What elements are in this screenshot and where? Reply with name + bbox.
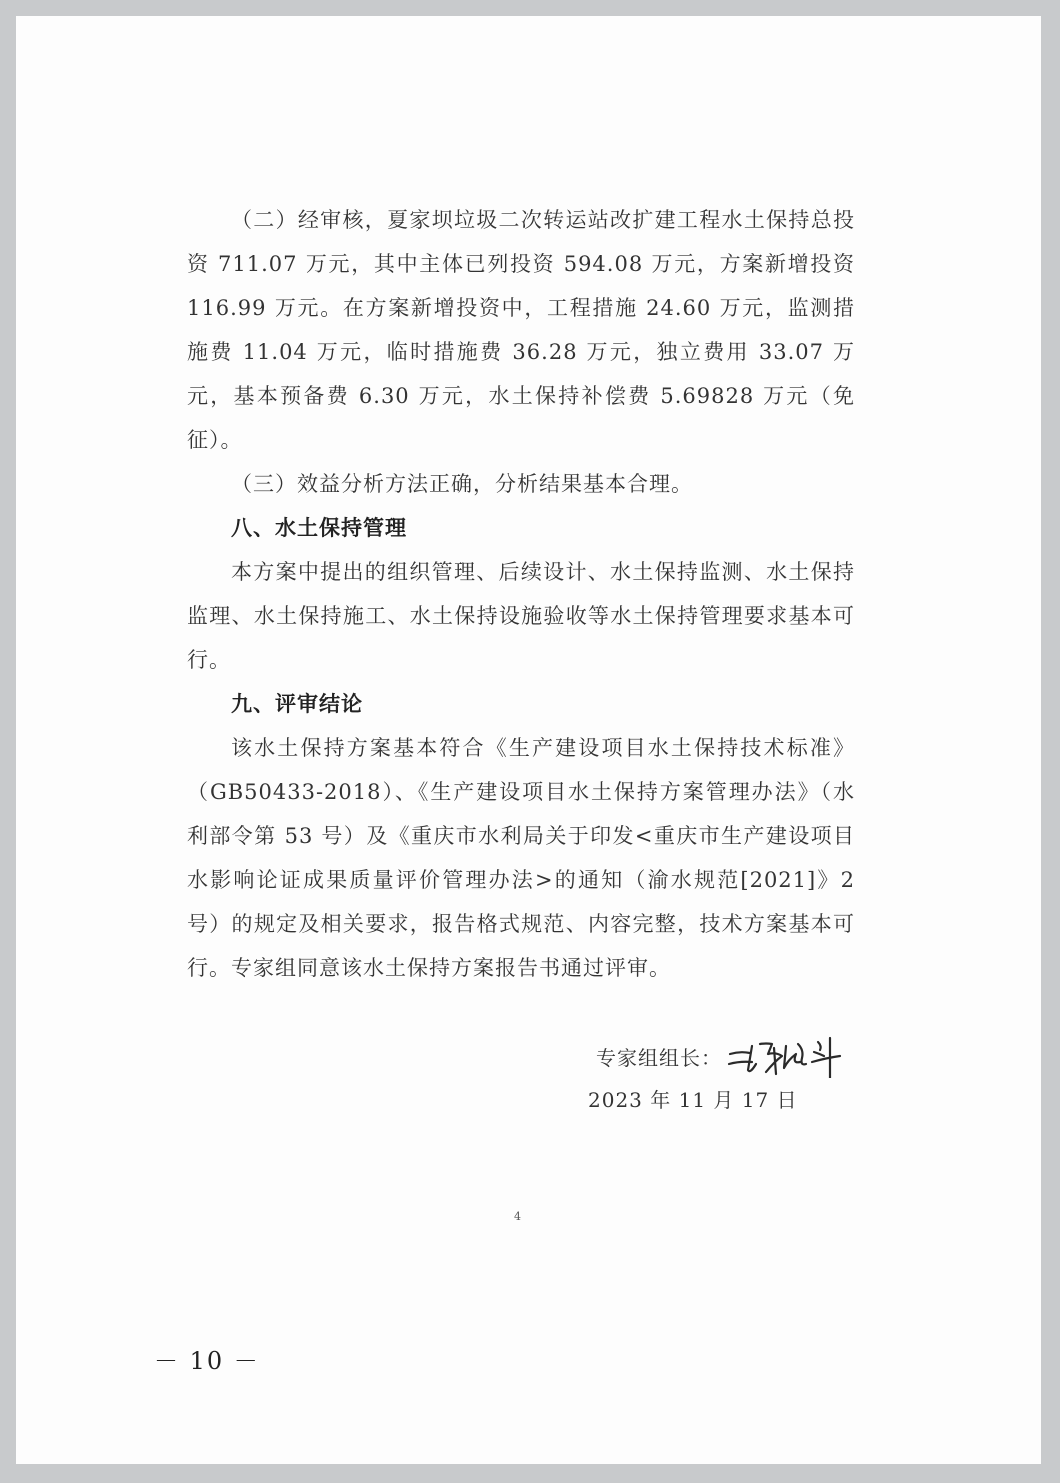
paragraph-investment: （二）经审核，夏家坝垃圾二次转运站改扩建工程水土保持总投资 711.07 万元，其中主体已列投资 594.08 万元，方案新增投资 116.99 万元。在方案新增投资中，工程措施 24.60 万元，监测措施费 11.04 万元，临时措施费 36.28 万元，独立费用 33.07 万元，基本预备费 6.30 万元，水土保持补偿费 5.69828 万元（免征）。 [187, 208, 855, 452]
section-heading-management: 八、水土保持管理 [231, 516, 407, 540]
handwritten-signature [726, 1034, 846, 1078]
signer-line [596, 1034, 846, 1078]
paragraph-benefit-analysis: （三）效益分析方法正确，分析结果基本合理。 [231, 472, 693, 496]
paragraph-management: 本方案中提出的组织管理、后续设计、水土保持监测、水土保持监理、水土保持施工、水土保持设施验收等水土保持管理要求基本可行。 [187, 560, 855, 672]
signing-date: 2023 年 11 月 17 日 [588, 1088, 798, 1112]
section-heading-conclusion: 九、评审结论 [231, 692, 363, 716]
document-page [16, 16, 1041, 1464]
document-page-number: － 10 － [154, 1347, 260, 1375]
signer-label: 专家组组长： [596, 1045, 722, 1070]
paragraph-conclusion: 该水土保持方案基本符合《生产建设项目水土保持技术标准》（GB50433-2018）、《生产建设项目水土保持方案管理办法》（水利部令第 53 号）及《重庆市水利局关于印发<重庆市生产建设项目水影响论证成果质量评价管理办法>的通知（渝水规范[2021]》2 号）的规定及相关要求，报告格式规范、内容完整，技术方案基本可行。专家组同意该水土保持方案报告书通过评审。 [187, 736, 855, 980]
body-text [187, 198, 855, 990]
scanned-page-number: 4 [514, 1210, 521, 1223]
